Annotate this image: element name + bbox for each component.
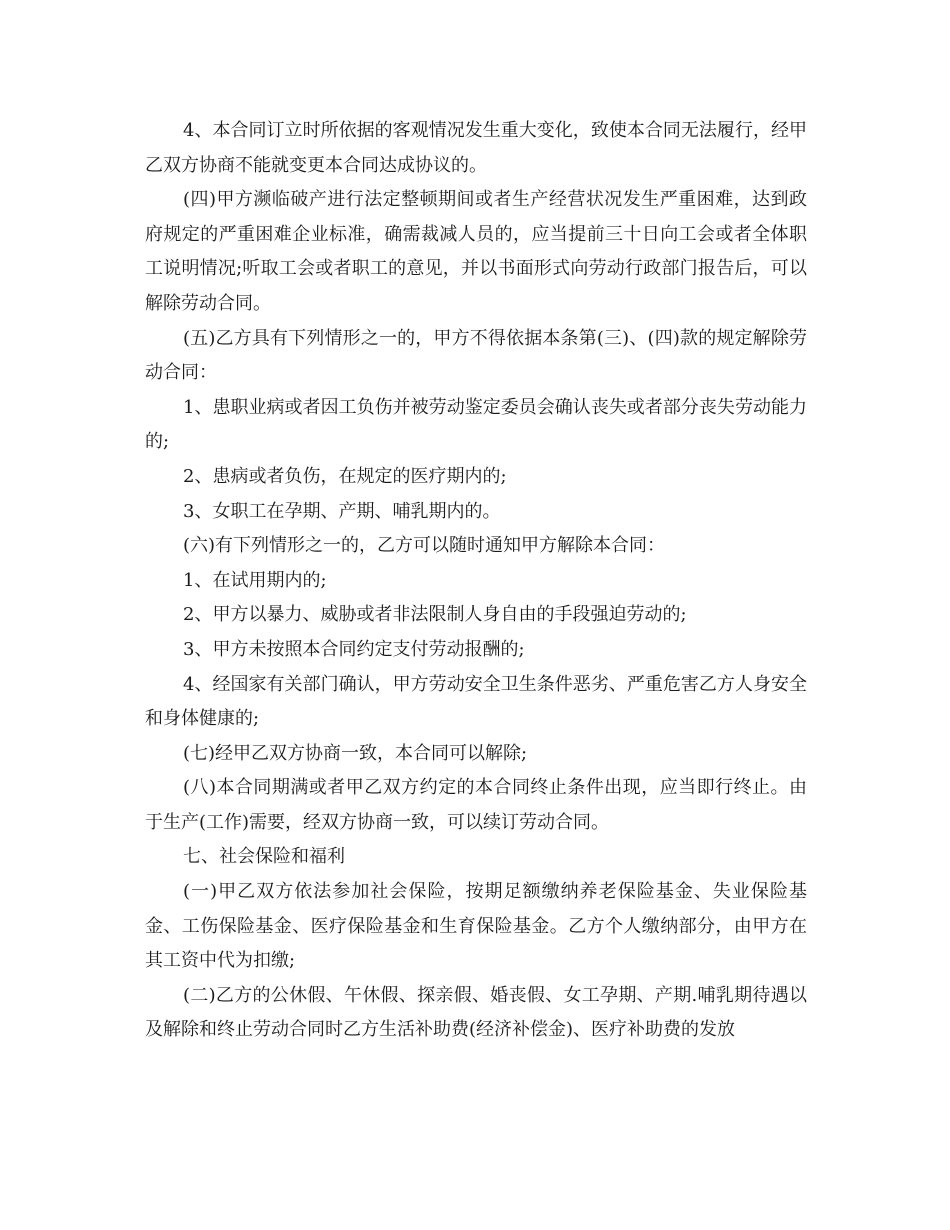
paragraph: 4、经国家有关部门确认，甲方劳动安全卫生条件恶劣、严重危害乙方人身安全和身体健康的; bbox=[145, 673, 807, 730]
paragraph: 4、本合同订立时所依据的客观情况发生重大变化，致使本合同无法履行，经甲乙双方协商不能就变更本合同达成协议的。 bbox=[145, 120, 807, 176]
paragraph: (四)甲方濒临破产进行法定整顿期间或者生产经营状况发生严重困难，达到政府规定的严重困难企业标准，确需裁减人员的，应当提前三十日向工会或者全体职工说明情况;听取工会或者职工的意见，并以书面形式向劳动行政部门报告后，可以解除劳动合同。 bbox=[145, 189, 807, 314]
paragraph: 2、患病或者负伤，在规定的医疗期内的; bbox=[183, 465, 507, 487]
document-body bbox=[145, 114, 807, 1048]
paragraph: (一)甲乙双方依法参加社会保险，按期足额缴纳养老保险基金、失业保险基金、工伤保险基金、医疗保险基金和生育保险基金。乙方个人缴纳部分，由甲方在其工资中代为扣缴; bbox=[145, 881, 807, 972]
paragraph: (二)乙方的公休假、午休假、探亲假、婚丧假、女工孕期、产期.哺乳期待遇以及解除和终止劳动合同时乙方生活补助费(经济补偿金)、医疗补助费的发放 bbox=[145, 984, 807, 1041]
paragraph: 1、在试用期内的; bbox=[183, 569, 327, 591]
paragraph: 2、甲方以暴力、威胁或者非法限制人身自由的手段强迫劳动的; bbox=[183, 604, 687, 626]
section-heading: 七、社会保险和福利 bbox=[183, 846, 345, 868]
paragraph: 1、患职业病或者因工负伤并被劳动鉴定委员会确认丧失或者部分丧失劳动能力的; bbox=[145, 396, 807, 453]
paragraph: (六)有下列情形之一的，乙方可以随时通知甲方解除本合同： bbox=[183, 535, 666, 557]
paragraph: 3、甲方未按照本合同约定支付劳动报酬的; bbox=[183, 638, 525, 660]
paragraph: 3、女职工在孕期、产期、哺乳期内的。 bbox=[183, 500, 501, 522]
paragraph: (五)乙方具有下列情形之一的，甲方不得依据本条第(三)、(四)款的规定解除劳动合同： bbox=[145, 327, 807, 384]
paragraph: (八)本合同期满或者甲乙双方约定的本合同终止条件出现，应当即行终止。由于生产(工作)需要，经双方协商一致，可以续订劳动合同。 bbox=[145, 777, 807, 833]
paragraph: (七)经甲乙双方协商一致，本合同可以解除; bbox=[183, 742, 528, 764]
